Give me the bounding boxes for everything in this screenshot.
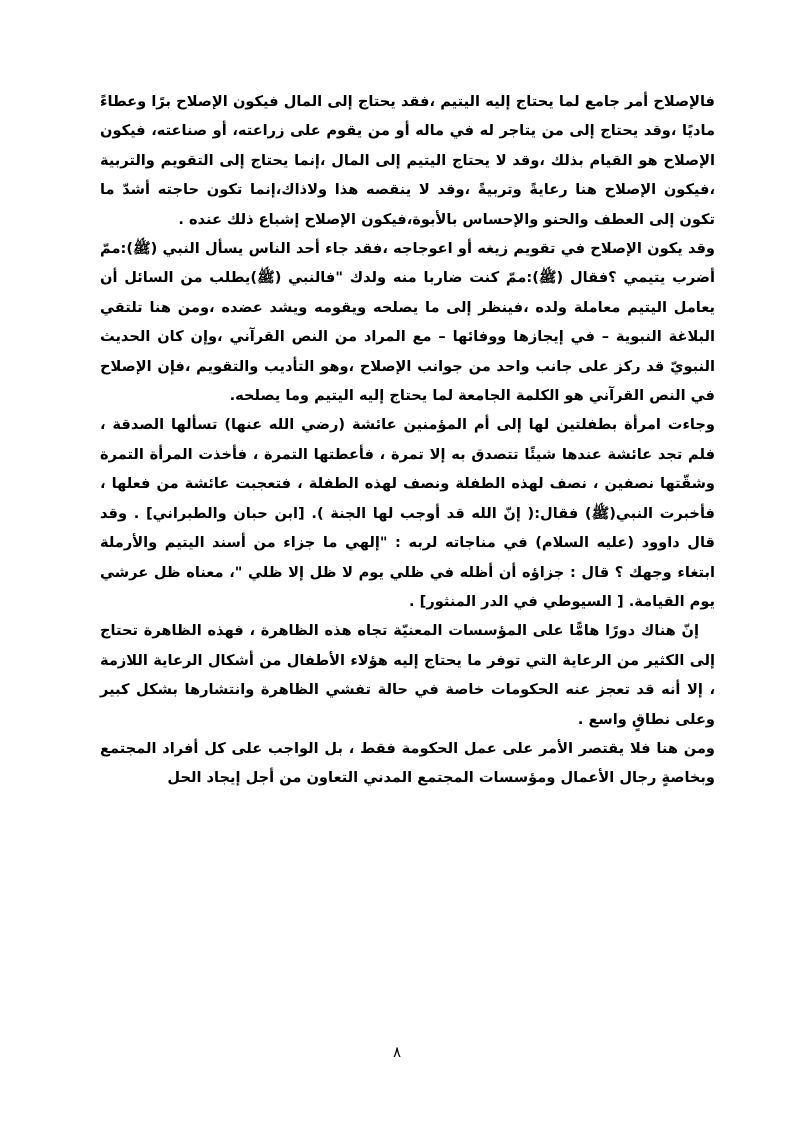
page-number: ٨: [392, 1043, 402, 1061]
paragraph-orphan-reform: فالإصلاح أمر جامع لما يحتاج إليه اليتيم ،فقد يحتاج إلى المال فيكون الإصلاح برًا وعطاءً ماديًا ،وقد يحتاج إلى من يتاجر له في ماله أو من يقوم على زراعته، أو صناعته، فيكون الإصلاح هو القيام بذلك ،وقد لا يحتاج اليتيم إلى المال ،إنما يحتاج إلى التقويم والتربية ،فيكون الإصلاح هنا رعايةً وتربيةً ،وقد لا ينقصه هذا ولاذاك،إنما تكون حاجته أشدّ ما تكون إلى العطف والحنو والإحساس بالأبوة،فيكون الإصلاح إشباع ذلك عنده .: [100, 93, 715, 228]
body-text: [100, 87, 715, 793]
paragraph-institutions-role: إنّ هناك دورًا هامًّا على المؤسسات المعنيّة تجاه هذه الظاهرة ، فهذه الظاهرة تحتاج إلى الكثير من الرعاية التي توفر ما يحتاج إليه هؤلاء الأطفال من أشكال الرعاية اللازمة ، إلا أنه قد تعجز عنه الحكومات خاصة في حالة تفشي الظاهرة وانتشارها بشكل كبير وعلى نطاقٍ واسع .: [100, 622, 715, 728]
paragraph-society-duty: ومن هنا فلا يقتصر الأمر على عمل الحكومة فقط ، بل الواجب على كل أفراد المجتمع وبخاصةٍ رجال الأعمال ومؤسسات المجتمع المدني التعاون من أجل إيجاد الحل: [100, 739, 715, 787]
paragraph-aisha-story: وجاءت امرأة بطفلتين لها إلى أم المؤمنين عائشة (رضي الله عنها) تسألها الصدقة ، فلم تجد عائشة عندها شيئًا تتصدق به إلا تمرة ، فأعطتها التمرة ، فأخذت المرأة التمرة وشقّتها نصفين ، نصف لهذه الطفلة ونصف لهذه الطفلة ، فتعجبت عائشة من فعلها ، فأخبرت النبي(ﷺ) فقال:( إنّ الله قد أوجب لها الجنة ). [ابن حبان والطبراني] . وقد قال داوود (عليه السلام) في مناجاته لربه : "إلهي ما جزاء من أسند اليتيم والأرملة ابتغاء وجهك ؟ قال : جزاؤه أن أظله في ظلي يوم لا ظل إلا ظلي "، معناه ظل عرشي يوم القيامة. [ السيوطي في الدر المنثور] .: [100, 416, 715, 610]
paragraph-prophet-hadith: وقد يكون الإصلاح في تقويم زيغه أو اعوجاجه ،فقد جاء أحد الناس يسأل النبي (ﷺ):ممّ أضرب يتيمي ؟فقال (ﷺ):ممّ كنت ضاربا منه ولدك "فالنبي (ﷺ)يطلب من السائل أن يعامل اليتيم معاملة ولده ،فينظر إلى ما يصلحه ويقومه ويشد عضده ،ومن هنا تلتقي البلاغة النبوية – في إيجازها ووفائها – مع المراد من النص القرآني ،وإن كان الحديث النبويّ قد ركز على جانب واحد من جوانب الإصلاح ،وهو التأديب والتقويم ،فإن الإصلاح في النص القرآني هو الكلمة الجامعة لما يحتاج إليه اليتيم وما يصلحه.: [100, 240, 715, 405]
